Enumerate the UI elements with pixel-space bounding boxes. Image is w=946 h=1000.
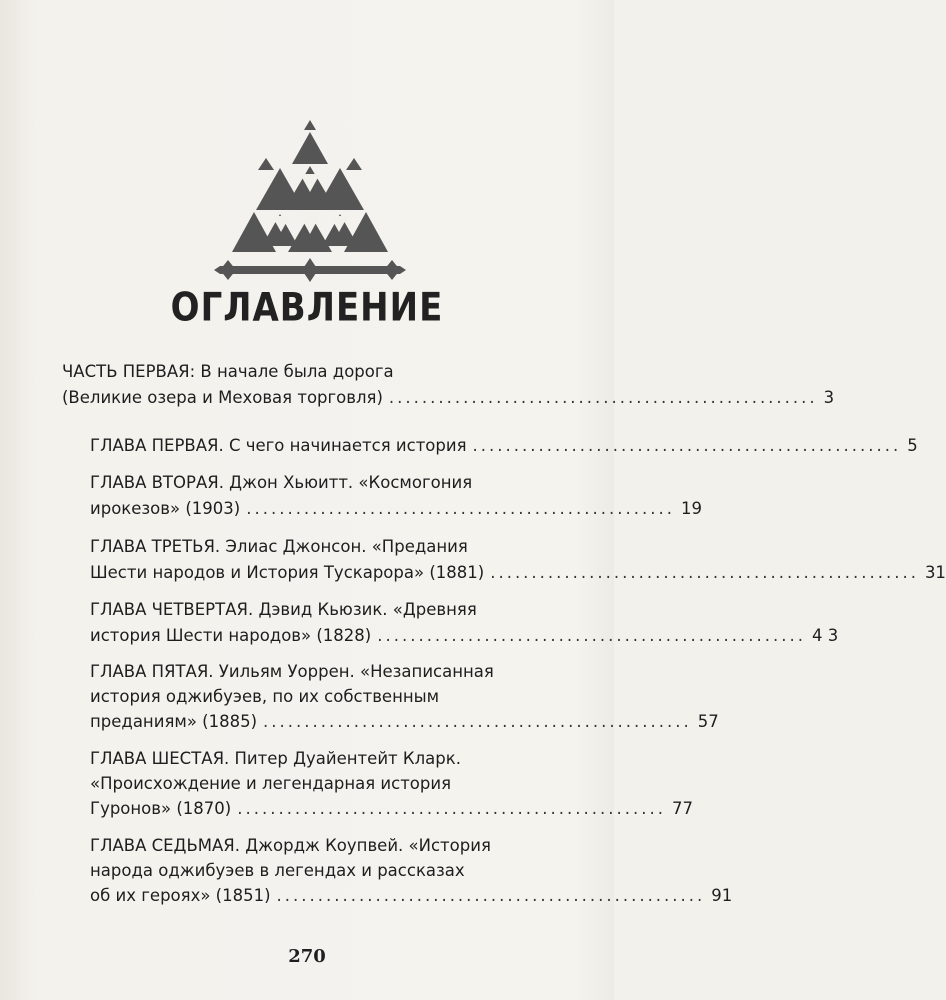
chapter-entry[interactable] <box>90 710 719 734</box>
chapter-line: «Происхождение и легендарная история <box>90 774 452 793</box>
chapter-entry[interactable] <box>90 624 839 648</box>
page-ref: 31 <box>924 563 946 582</box>
leader-dots: .................................................... <box>490 563 919 582</box>
chapter-line: Гуронов» (1870) <box>90 799 232 818</box>
leader-dots: .................................................... <box>246 499 675 518</box>
page-number: 270 <box>288 946 326 967</box>
chapter-line: преданиям» (1885) <box>90 712 258 731</box>
chapter-line: ГЛАВА ШЕСТАЯ. Питер Дуайентейт Кларк. <box>90 749 461 768</box>
chapter-line: история Шести народов» (1828) <box>90 626 372 645</box>
leader-dots: .................................................... <box>237 799 666 818</box>
chapter-entry[interactable] <box>90 497 702 521</box>
chapter-line: ГЛАВА ПЕРВАЯ. С чего начинается история <box>90 436 467 455</box>
chapter-line: народа оджибуэев в легендах и рассказах <box>90 861 465 880</box>
leader-dots: .................................................... <box>263 712 692 731</box>
chapter-line: история оджибуэев, по их собственным <box>90 687 440 706</box>
page-ref: 3 <box>823 388 835 407</box>
page-ref: 77 <box>671 799 693 818</box>
part-title-line2: (Великие озера и Меховая торговля) <box>62 388 383 407</box>
chapter-entry[interactable] <box>90 884 733 908</box>
leader-dots: .................................................... <box>377 626 806 645</box>
chapter-line: об их героях» (1851) <box>90 886 271 905</box>
chapter-entry[interactable] <box>90 561 946 585</box>
page-ref: 57 <box>697 712 719 731</box>
chapter-line: ирокезов» (1903) <box>90 499 241 518</box>
page-title: ОГЛАВЛЕНИЕ <box>170 285 444 331</box>
chapter-line: ГЛАВА ЧЕТВЕРТАЯ. Дэвид Кьюзик. «Древняя <box>90 600 477 619</box>
page-ref: 5 <box>907 436 918 455</box>
page-ref: 91 <box>711 886 733 905</box>
leader-dots: .................................................... <box>388 388 818 407</box>
chapter-line: ГЛАВА ТРЕТЬЯ. Элиас Джонсон. «Предания <box>90 537 468 556</box>
chapter-entry[interactable] <box>90 434 918 458</box>
page-ref: 19 <box>680 499 702 518</box>
part-title-line1: ЧАСТЬ ПЕРВАЯ: В начале была дорога <box>62 362 394 381</box>
leader-dots: .................................................... <box>276 886 706 905</box>
chapter-line: ГЛАВА СЕДЬМАЯ. Джордж Коупвей. «История <box>90 836 491 855</box>
chapter-line: ГЛАВА ВТОРАЯ. Джон Хьюитт. «Космогония <box>90 473 473 492</box>
triangle-ornament-icon <box>214 118 406 286</box>
part-entry[interactable] <box>62 386 835 410</box>
leader-dots: .................................................... <box>472 436 902 455</box>
chapter-line: Шести народов и История Тускарора» (1881) <box>90 563 485 582</box>
chapter-entry[interactable] <box>90 797 693 821</box>
page-ref: 4 3 <box>811 626 839 645</box>
chapter-line: ГЛАВА ПЯТАЯ. Уильям Уоррен. «Незаписанная <box>90 662 494 681</box>
